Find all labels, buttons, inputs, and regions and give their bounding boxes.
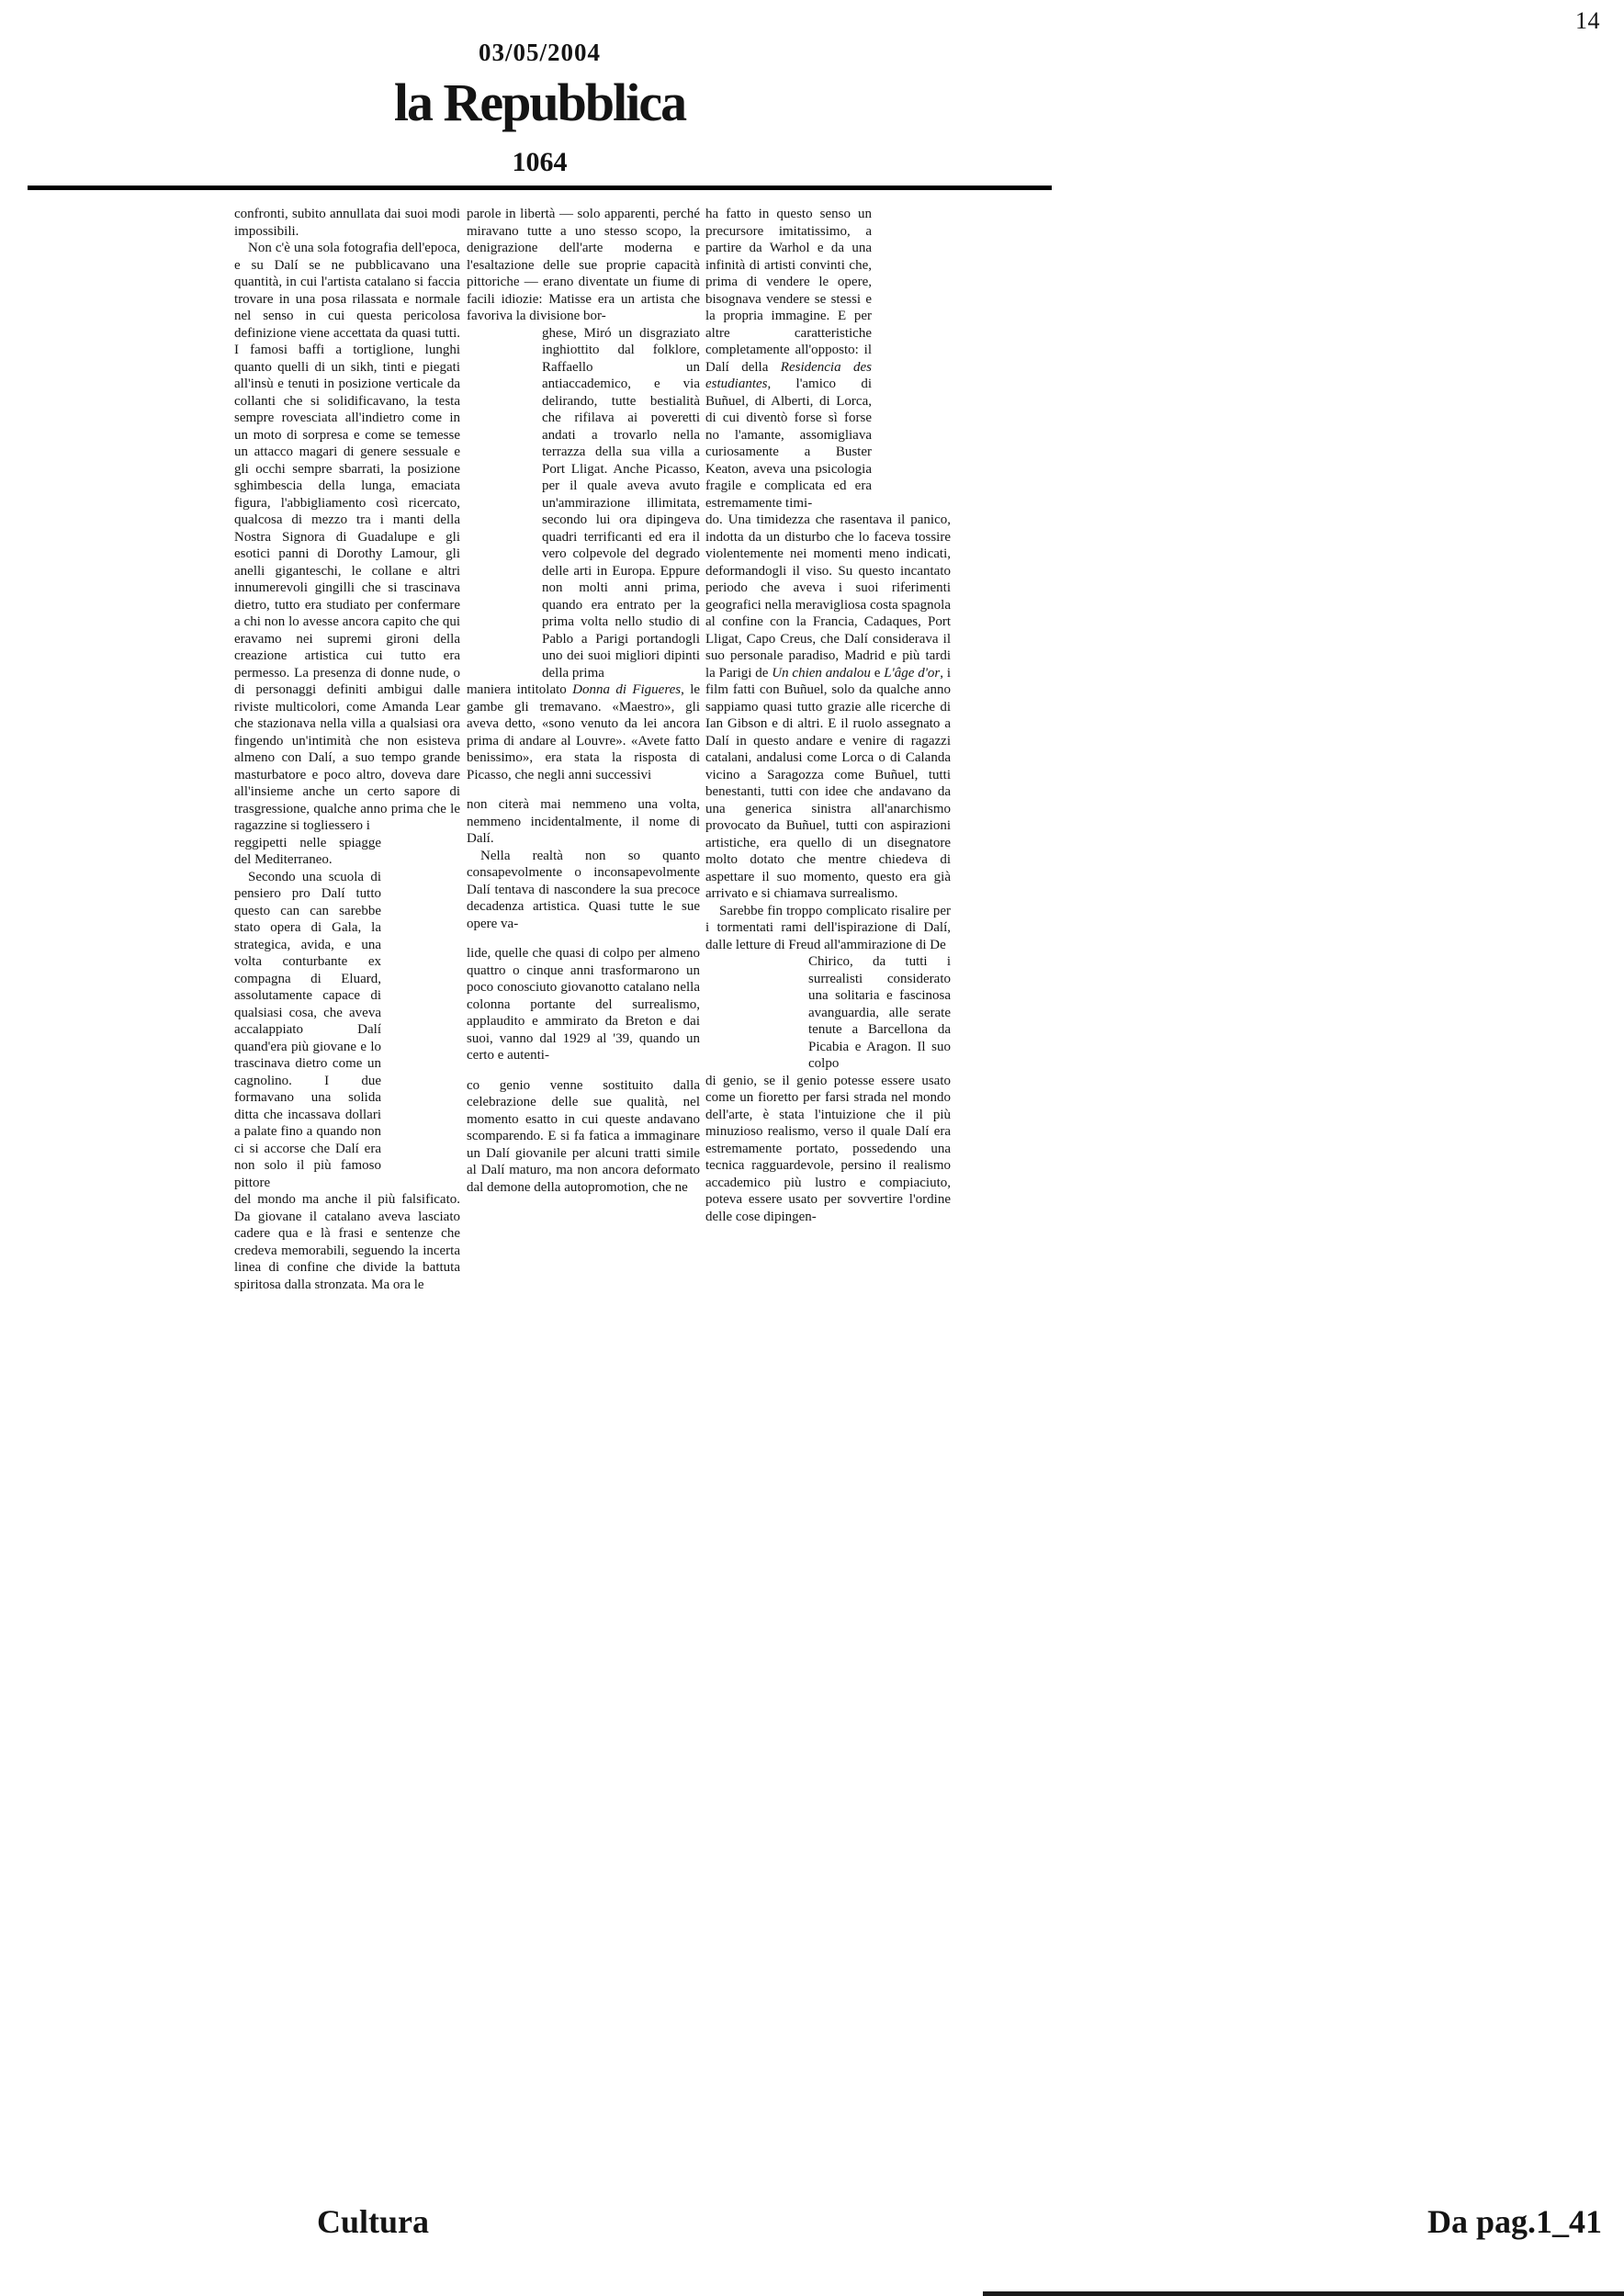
masthead-la-repubblica: la Repubblica — [393, 73, 686, 132]
column1-segment-3 — [234, 1191, 460, 1293]
paragraph: di genio, se il genio potesse essere usato come un fioretto per farsi strada nel mondo dell'arte, è stata l'intuizione che il più minuzioso realismo, verso il quale Dalí era estremamente portato, possedendo una tecnica ragguardevole, persino il realismo accademico più lustro e compiaciuto, poteva essere usato per sovvertire l'ordine delle cose dipingen- — [705, 1073, 951, 1224]
paragraph: Chirico, da tutti i surrealisti considerato una solitaria e fascinosa avanguardia, alle serate tenute a Barcellona da Picabia e Aragon. Il suo colpo — [808, 954, 951, 1071]
clipping-date: 03/05/2004 — [478, 39, 601, 66]
article-column-2 — [467, 206, 700, 1196]
scan-artifact-line — [983, 2291, 1624, 2296]
paragraph: non citerà mai nemmeno una volta, nemmeno incidentalmente, il nome di Dalí. — [467, 797, 700, 846]
column2-segment-2 — [542, 325, 700, 682]
paragraph: del mondo ma anche il più falsificato. Da giovane il catalano aveva lasciato cadere qua e là frasi e sentenze che credeva memorabili, seguendo la incerta linea di confine che divide la battuta spiritosa dalla stronzata. Ma ora le — [234, 1192, 460, 1292]
paragraph: Non c'è una sola fotografia dell'epoca, e su Dalí se ne pubblicavano una quantità, in cui l'artista catalano si faccia trovare in una posa rilassata e normale nel senso in cui questa pericolosa definizione viene accettata da quasi tutti. I famosi baffi a tortiglione, lunghi quanto quelli di un sikh, tinti e piegati all'insù e tenuti in posizione verticale da collanti che si solidificavano, la testa sempre rovesciata all'indietro come in un moto di sorpresa e come se temesse un attacco magari di genere sessuale e gli occhi sempre sbarrati, la posizione sghimbescia della lunga, emaciata figura, l'abbigliamento così ricercato, qualcosa di mezzo tra i manti della Nostra Signora di Guadalupe e gli esotici panni di Dorothy Lamour, gli anelli giganteschi, le collane e altri innumerevoli gingilli che si trascinava dietro, tutto era studiato per confermare a chi non lo avesse ancora capito che qui eravamo nei supremi gironi della creazione artistica cui tutto era permesso. La presenza di donne nude, o di personaggi definiti ambigui dalle riviste multicolori, come Amanda Lear che stazionava nella villa a qualsiasi ora fingendo un'intimità che non esisteva almeno con Dalí, a suo tempo grande masturbatore e poco altro, doveva dare all'insieme anche un certo sapore di trasgressione, qualche anno prima che le ragazzine si togliessero i — [234, 241, 460, 833]
paragraph: parole in libertà — solo apparenti, perché miravano tutte a uno stesso scopo, la denigrazione dell'arte moderna e l'esaltazione delle sue proprie capacità pittoriche — erano diventate un fiume di facili idiozie: Matisse era un artista che favoriva la divisione bor- — [467, 207, 700, 323]
column2-segment-3 — [467, 681, 700, 783]
paragraph: co genio venne sostituito dalla celebrazione delle sue qualità, nel momento esatto in cui queste andavano scomparendo. E si fa fatica a immaginare un Dalí giovanile per alcuni tratti simile al Dalí maturo, ma non ancora deformato dal demone della autopromotion, che ne — [467, 1077, 700, 1195]
column1-segment-1 — [234, 206, 460, 835]
column2-segment-1 — [467, 206, 700, 325]
paragraph: Sarebbe fin troppo complicato risalire per i tormentati rami dell'ispirazione di Dalí, dalle letture di Freud all'ammirazione di De — [705, 903, 951, 952]
issue-number: 1064 — [512, 147, 568, 177]
column3-segment-4 — [705, 1073, 951, 1226]
italic-title: Donna di Figueres — [572, 682, 682, 697]
column3-segment-2 — [705, 512, 951, 953]
paragraph: ha fatto in questo senso un precursore imitatissimo, a partire da Warhol e da una infinità di artisti convinti che, prima di vendere le opere, bisognava vendere se stessi e la propria immagine. E per altre caratteristiche completamente all'opposto: il Dalí della Residencia des estudiantes, l'amico di Buñuel, di Alberti, di Lorca, di cui diventò forse sì forse no l'amante, assomigliava curiosamente a Buster Keaton, aveva una psicologia fragile e complicata ed era estremamente timi- — [705, 207, 872, 511]
page-number: 14 — [1575, 7, 1600, 34]
section-label: Cultura — [317, 2203, 430, 2240]
column2-segment-5 — [467, 945, 700, 1064]
column2-segment-6 — [467, 1077, 700, 1197]
italic-title: Un chien andalou — [772, 665, 871, 681]
paragraph: Secondo una scuola di pensiero pro Dalí tutto questo can can sarebbe stato opera di Gala, la strategica, avida, e una volta conturbante ex compagna di Eluard, assolutamente capace di qualsiasi cosa, che aveva accalappiato Dalí quand'era più giovane e lo trascinava dietro come un cagnolino. I due formavano una solida ditta che incassava dollari a palate fino a quando non ci si accorse che Dalí era non solo il più famoso pittore — [234, 869, 381, 1190]
column2-segment-4 — [467, 796, 700, 932]
paragraph: confronti, subito annullata dai suoi modi impossibili. — [234, 207, 460, 239]
article-column-1 — [234, 206, 460, 1293]
paragraph: lide, quelle che quasi di colpo per almeno quattro o cinque anni trasformarono un poco conosciuto giovanotto catalano nella colonna portante del surrealismo, applaudito e ammirato da Breton e dai suoi, vanno dal 1929 al '39, quando un certo e autenti- — [467, 946, 700, 1063]
article-column-3 — [705, 206, 951, 1225]
italic-title: L'âge d'or — [884, 665, 941, 681]
column3-segment-3 — [808, 953, 951, 1073]
italic-title: Residencia des estudiantes — [705, 359, 872, 391]
column3-segment-1 — [705, 206, 872, 512]
paragraph: ghese, Miró un disgraziato inghiottito dal folklore, Raffaello un antiaccademico, e via delirando, tutte bestialità che rifilava ai poveretti andati a trovarlo nella terrazza della sua villa a Port Lligat. Anche Picasso, per il quale aveva avuto un'ammirazione illimitata, secondo lui ora dipingeva quadri terrificanti ed era il vero colpevole del degrado delle arti in Europa. Eppure non molti anni prima, quando era entrato per la prima volta nello studio di Pablo a Parigi portandogli uno dei suoi migliori dipinti della prima — [542, 325, 700, 681]
paragraph: maniera intitolato Donna di Figueres, le gambe gli tremavano. «Maestro», gli aveva detto, «sono venuto da lei ancora prima di andare al Louvre». «Avete fatto benissimo», era stata la risposta di Picasso, che negli anni successivi — [467, 682, 701, 782]
paragraph: do. Una timidezza che rasentava il panico, indotta da un disturbo che lo faceva tossire violentemente nei momenti meno indicati, deformandogli il viso. Su questo incantato periodo che aveva i suoi riferimenti geografici nella meravigliosa costa spagnola al confine con la Francia, Cadaques, Port Lligat, Capo Creus, che Dalí considerava il suo personale paradiso, Madrid e più tardi la Parigi de Un chien andalou e L'âge d'or, i film fatti con Buñuel, solo da qualche anno sappiamo quasi tutto grazie alle ricerche di Ian Gibson e di altri. E il ruolo assegnato a Dalí in questo andare e venire di ragazzi catalani, andalusi come Lorca o di Calanda vicino a Saragozza come Buñuel, tutti benestanti, tutti con idee che andavano da una generica sinistra all'anarchismo provocato da Buñuel, tutti con aspirazioni artistiche, era quello di un disegnatore molto dotato che mentre chiedeva di aspettare il suo momento, questo era già arrivato e si chiamava surrealismo. — [705, 512, 951, 901]
paragraph: reggipetti nelle spiagge del Mediterraneo. — [234, 835, 381, 867]
header-rule — [28, 186, 1052, 190]
from-page-label: Da pag.1_41 — [1427, 2203, 1602, 2240]
paragraph: Nella realtà non so quanto consapevolmente o inconsapevolmente Dalí tentava di nascondere la sua precoce decadenza artistica. Quasi tutte le sue opere va- — [467, 848, 700, 931]
column1-segment-2 — [234, 835, 381, 1192]
